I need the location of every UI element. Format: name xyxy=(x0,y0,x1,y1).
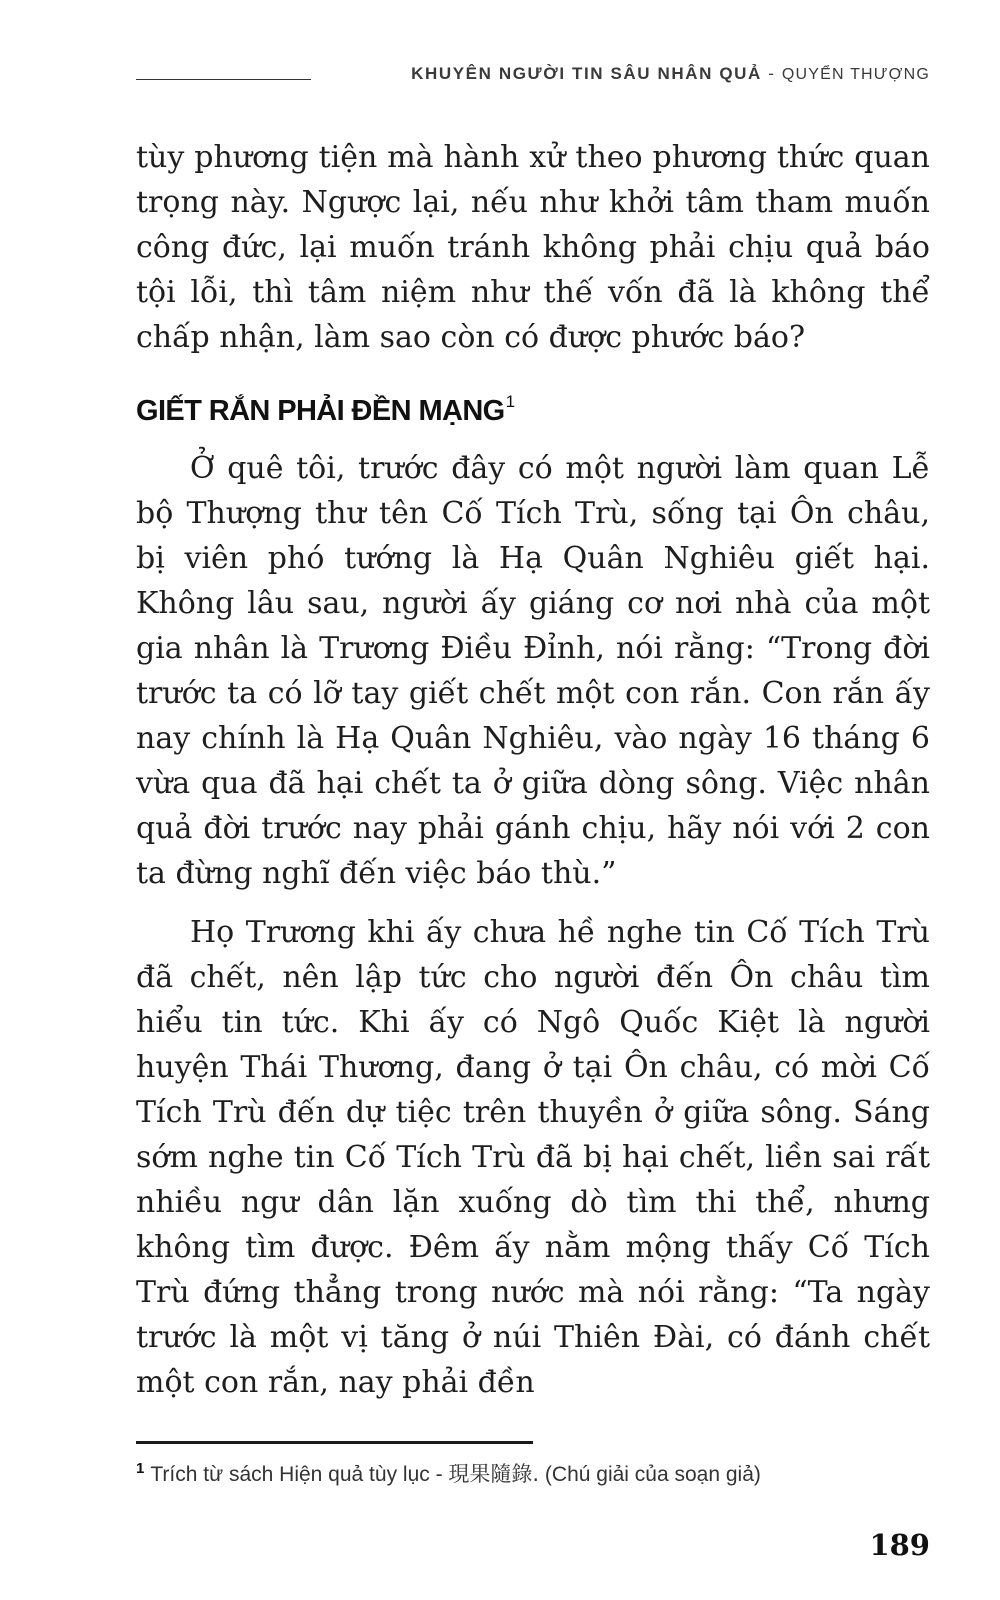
page-body xyxy=(136,135,930,1419)
header-rule xyxy=(136,79,311,80)
footnote-annotation: (Chú giải của soạn giả) xyxy=(539,1463,761,1486)
body-paragraph: Ở quê tôi, trước đây có một người làm quan Lễ bộ Thượng thư tên Cố Tích Trù, sống tại Ôn châu, bị viên phó tướng là Hạ Quân Nghiêu giết hại. Không lâu sau, người ấy giáng cơ nơi nhà của một gia nhân là Trương Điều Đỉnh, nói rằng: “Trong đời trước ta có lỡ tay giết chết một con rắn. Con rắn ấy nay chính là Hạ Quân Nghiêu, vào ngày 16 tháng 6 vừa qua đã hại chết ta ở giữa dòng sông. Việc nhân quả đời trước nay phải gánh chịu, hãy nói với 2 con ta đừng nghĩ đến việc báo thù.” xyxy=(136,451,930,891)
section-heading xyxy=(136,393,930,429)
footnote-reference[interactable]: 1 xyxy=(505,392,515,411)
footnote-rule xyxy=(136,1441,533,1444)
running-header xyxy=(136,58,930,88)
opening-paragraph: tùy phương tiện mà hành xử theo phương thức quan trọng này. Ngược lại, nếu như khởi tâm tham muốn công đức, lại muốn tránh không phải chịu quả báo tội lỗi, thì tâm niệm như thế vốn đã là không thể chấp nhận, làm sao còn có được phước báo? xyxy=(136,140,930,355)
footnote-marker: 1 xyxy=(136,1460,145,1477)
volume-label: QUYỂN THƯỢNG xyxy=(781,66,930,83)
footnote-chinese-title: 現果隨錄. xyxy=(448,1462,540,1486)
body-paragraph: Họ Trương khi ấy chưa hề nghe tin Cố Tích Trù đã chết, nên lập tức cho người đến Ôn châu tìm hiểu tin tức. Khi ấy có Ngô Quốc Kiệt là người huyện Thái Thương, đang ở tại Ôn châu, có mời Cố Tích Trù đến dự tiệc trên thuyền ở giữa sông. Sáng sớm nghe tin Cố Tích Trù đã bị hại chết, liền sai rất nhiều ngư dân lặn xuống dò tìm thi thể, nhưng không tìm được. Đêm ấy nằm mộng thấy Cố Tích Trù đứng thẳng trong nước mà nói rằng: “Ta ngày trước là một vị tăng ở núi Thiên Đài, có đánh chết một con rắn, nay phải đền xyxy=(136,915,930,1400)
footnote xyxy=(136,1460,930,1489)
header-text xyxy=(411,64,930,84)
section-heading-text: GIẾT RẮN PHẢI ĐỀN MẠNG xyxy=(136,395,505,427)
book-title: KHUYÊN NGƯỜI TIN SÂU NHÂN QUẢ xyxy=(411,64,762,83)
footnote-text: Trích từ sách Hiện quả tùy lục - xyxy=(150,1463,449,1486)
page-number: 189 xyxy=(869,1528,930,1562)
header-separator: - xyxy=(761,64,782,83)
